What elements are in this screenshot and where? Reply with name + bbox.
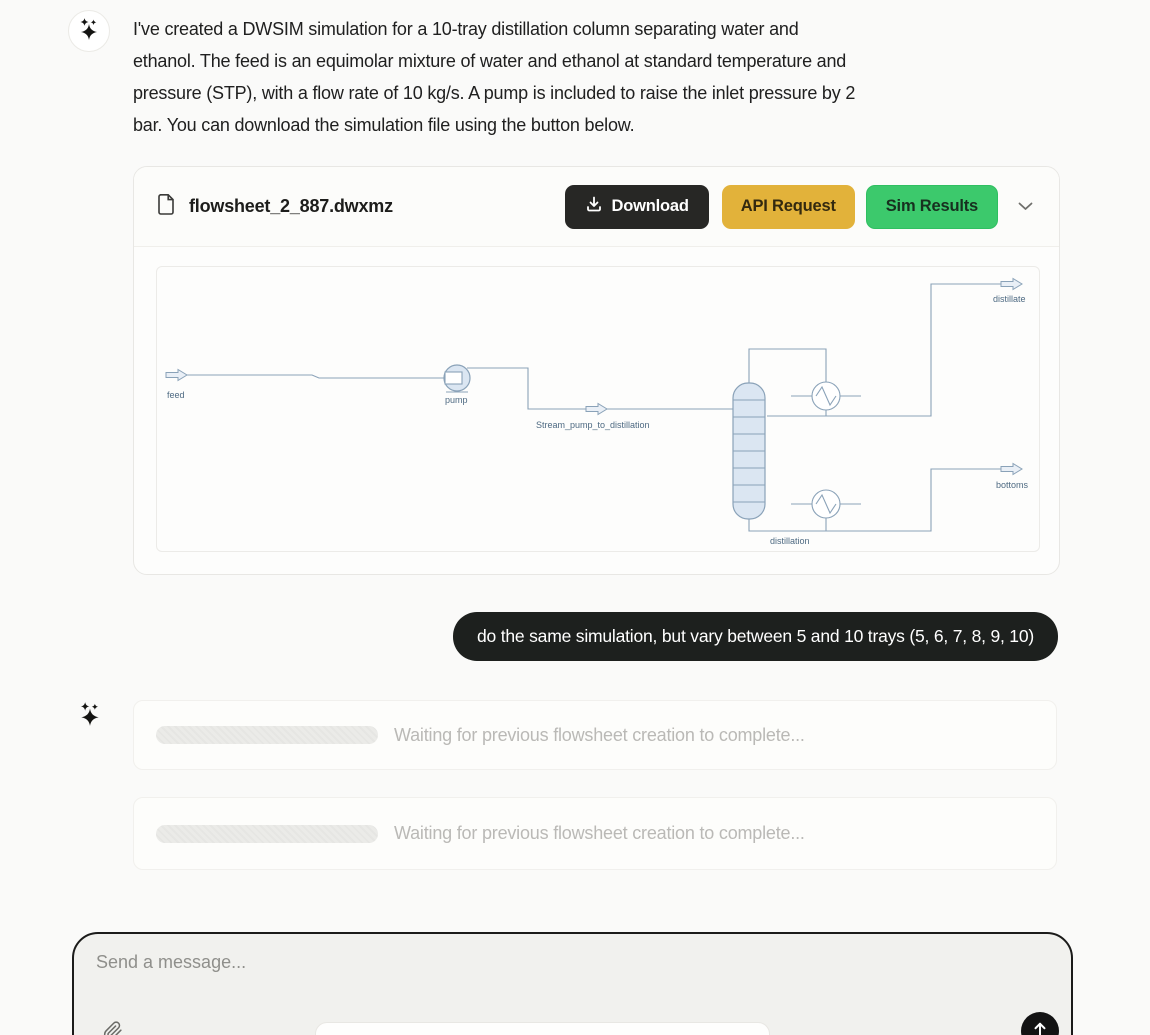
sparkle-icon <box>77 17 101 46</box>
pending-flowsheet-card <box>133 797 1057 870</box>
sparkle-icon <box>77 701 103 732</box>
file-name: flowsheet_2_887.dwxmz <box>189 196 393 216</box>
file-icon <box>156 192 176 221</box>
assistant-message-line: ethanol. The feed is an equimolar mixture of water and ethanol at standard temperature and <box>133 51 847 71</box>
paperclip-icon[interactable] <box>103 1020 123 1035</box>
reboiler-node <box>791 490 861 518</box>
distillation-column-node <box>733 383 765 519</box>
feed-arrow <box>166 370 187 381</box>
loading-skeleton <box>156 726 378 744</box>
loading-skeleton <box>156 825 378 843</box>
message-composer <box>72 932 1073 1035</box>
user-message-bubble <box>453 612 1058 661</box>
pending-status-text: Waiting for previous flowsheet creation to complete... <box>394 823 805 843</box>
chevron-down-icon[interactable] <box>1018 202 1033 211</box>
assistant-avatar <box>68 10 110 52</box>
distillate-label: distillate <box>993 294 1026 304</box>
flowsheet-preview <box>156 266 1040 552</box>
bottoms-arrow <box>1001 464 1022 475</box>
distillate-arrow <box>1001 279 1022 290</box>
sim-results-button-label: Sim Results <box>885 197 978 215</box>
assistant-message-line: I've created a DWSIM simulation for a 10-tray distillation column separating water and <box>133 19 799 39</box>
condenser-node <box>791 382 861 410</box>
pump-label: pump <box>445 395 468 405</box>
flowsheet-file-card <box>133 166 1060 575</box>
pump-node <box>444 365 470 392</box>
assistant-message-line: bar. You can download the simulation file using the button below. <box>133 115 635 135</box>
assistant-message <box>133 13 855 141</box>
distillation-label: distillation <box>770 536 810 546</box>
download-button[interactable] <box>565 185 709 229</box>
send-button[interactable] <box>1021 1012 1059 1035</box>
message-input[interactable] <box>96 952 1016 992</box>
download-icon <box>585 195 603 218</box>
arrow-up-icon <box>1031 1020 1049 1035</box>
sim-results-button[interactable] <box>866 185 998 229</box>
pending-flowsheet-card <box>133 700 1057 770</box>
download-button-label: Download <box>611 197 689 215</box>
api-request-button[interactable] <box>722 185 855 229</box>
stream-arrow <box>586 404 607 415</box>
feed-label: feed <box>167 390 185 400</box>
pending-status-text: Waiting for previous flowsheet creation to complete... <box>394 724 805 745</box>
api-request-button-label: API Request <box>740 197 836 215</box>
bottoms-label: bottoms <box>996 480 1029 490</box>
composer-toolbar <box>315 1022 770 1035</box>
user-message-text: do the same simulation, but vary between 5 and 10 trays (5, 6, 7, 8, 9, 10) <box>477 626 1034 646</box>
assistant-message-line: pressure (STP), with a flow rate of 10 kg/s. A pump is included to raise the inlet pressure by 2 <box>133 83 856 103</box>
stream-label: Stream_pump_to_distillation <box>536 420 650 430</box>
file-card-header <box>134 167 1059 247</box>
